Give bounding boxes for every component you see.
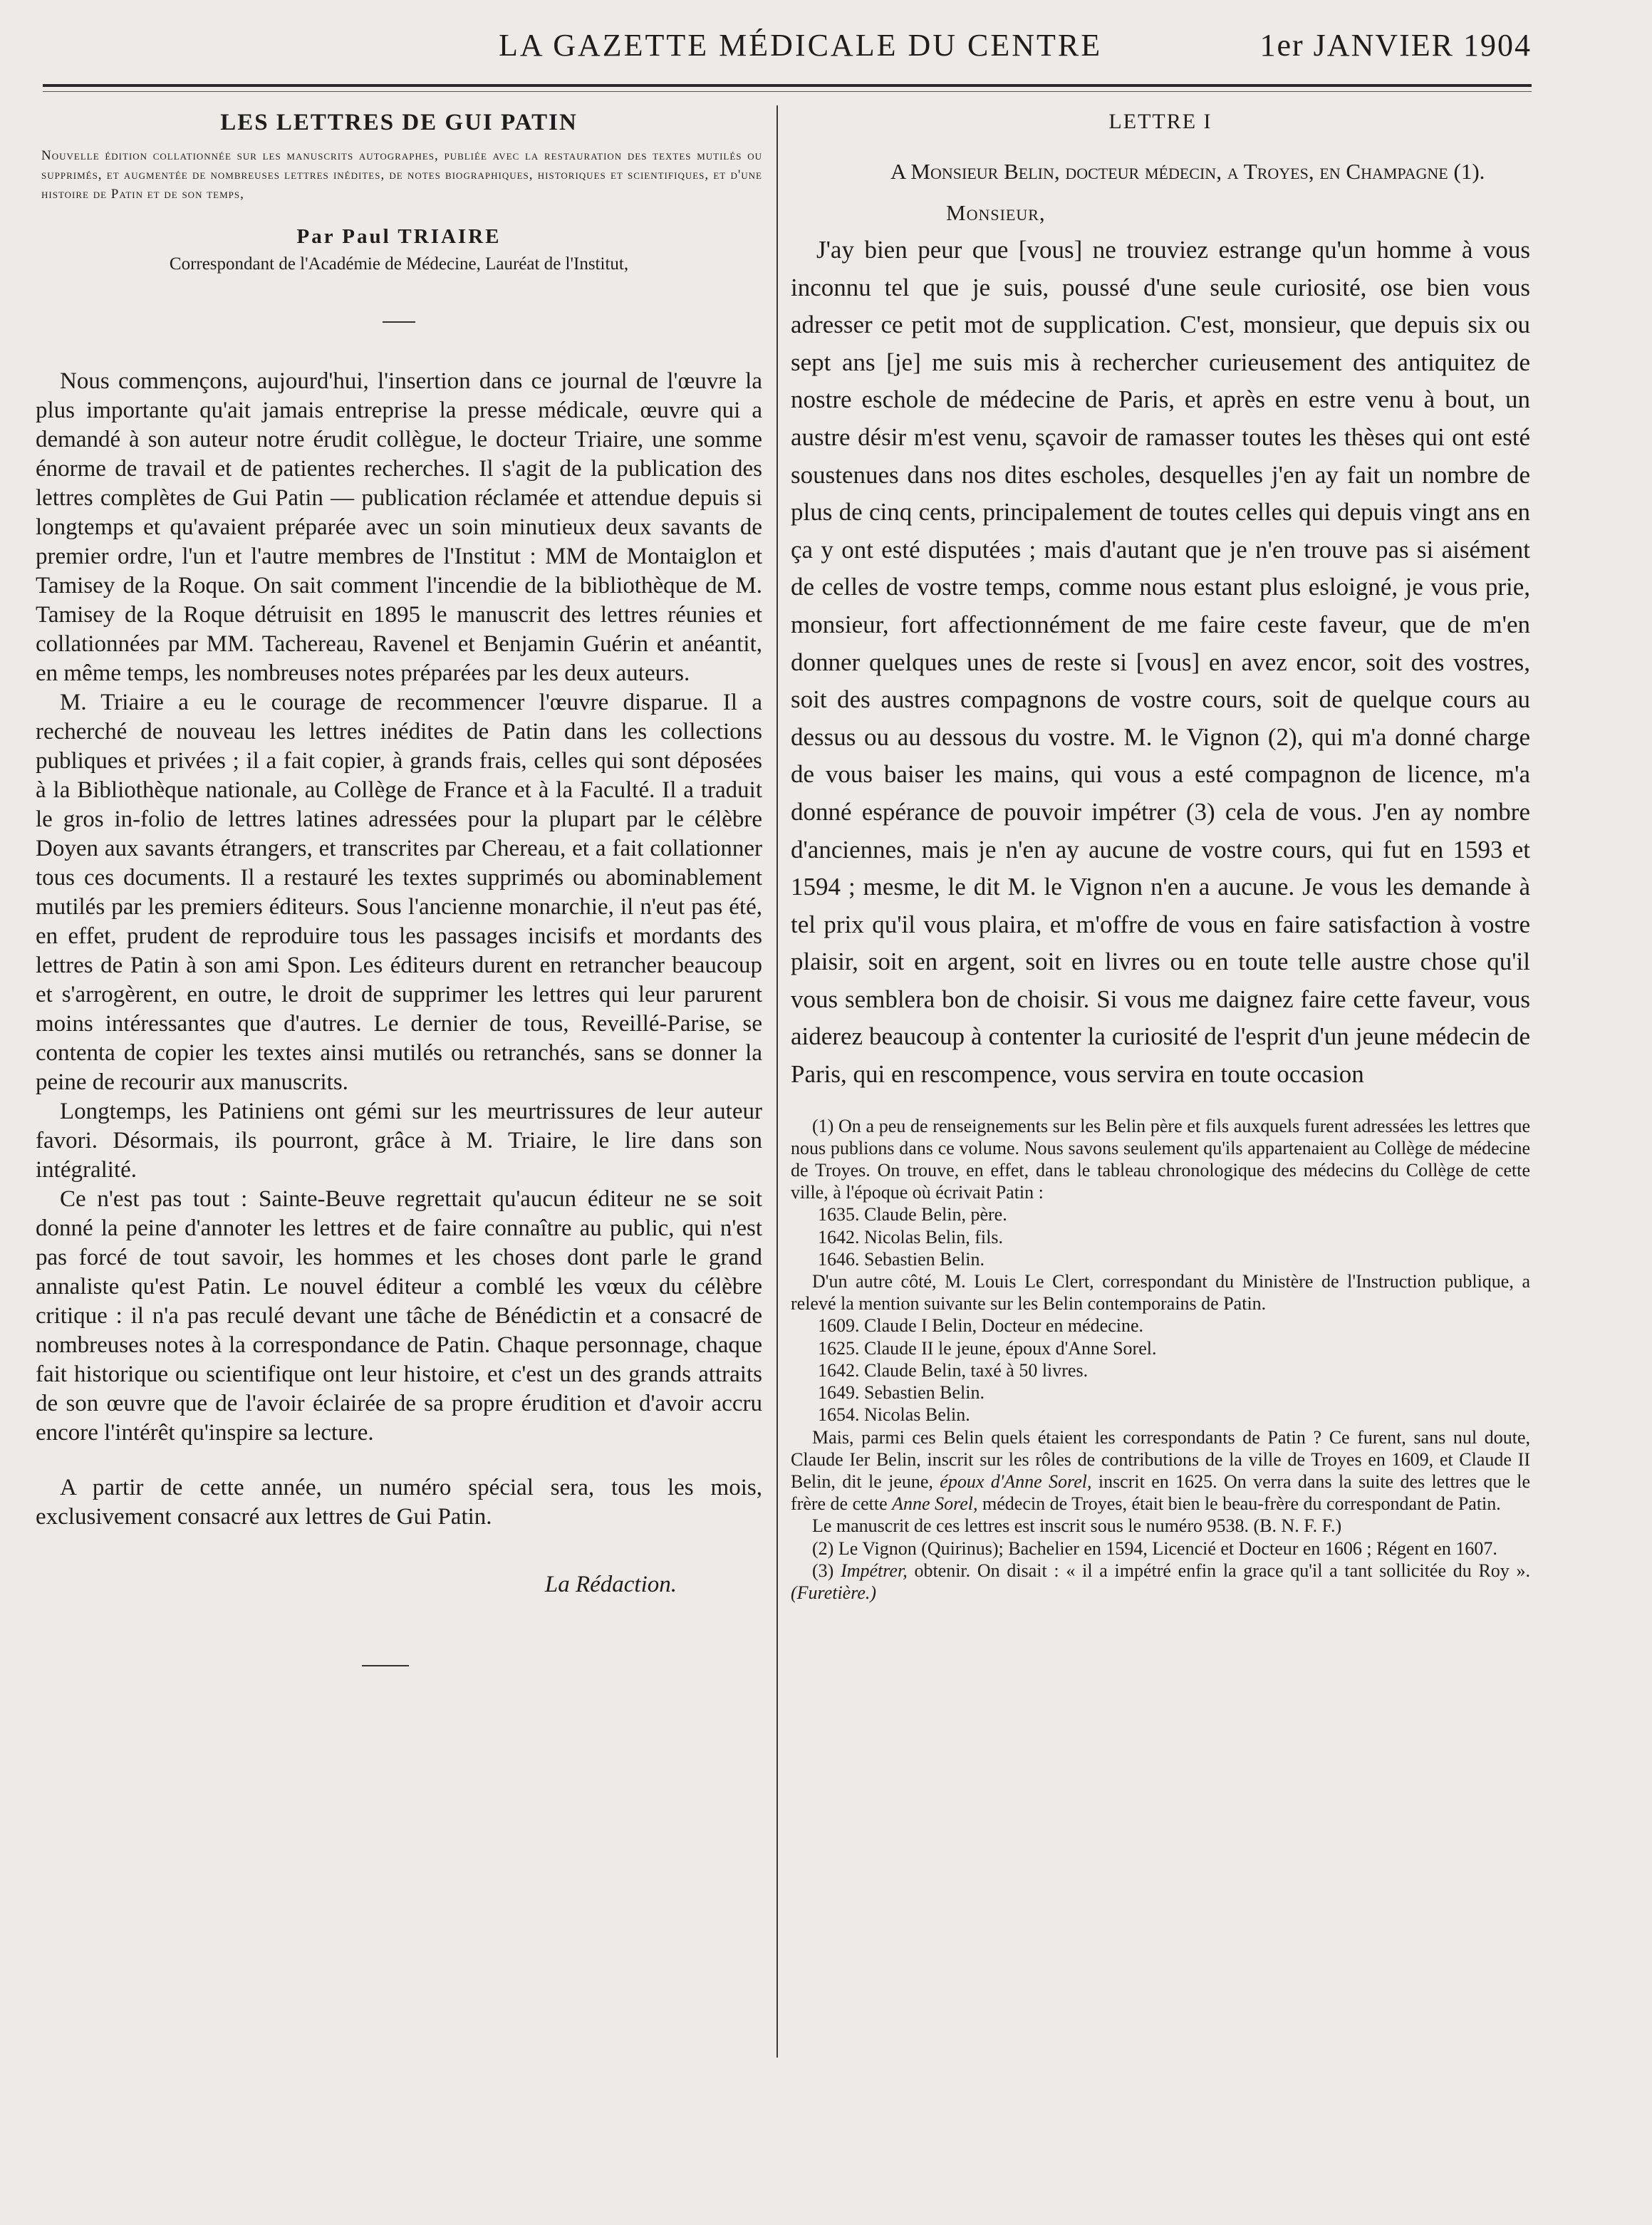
letter-heading: LETTRE I (1108, 110, 1212, 133)
list-item: 1649. Sebastien Belin. (818, 1382, 985, 1404)
paragraph: M. Triaire a eu le courage de recommencer l'œuvre disparue. Il a recherché de nouveau les lettres inédites de Patin dans les collections publiques et privées ; il a fait copier, à grands frais, celles qui sont déposées à la Bibliothèque nationale, au Collège de France et à la Faculté. Il a traduit le gros in-folio de lettres latines adressées pour la plupart par le célèbre Doyen aux savants étrangers, et transcrites par Chereau, et a fait collationner tous ces documents. Il a restauré les textes supprimés ou abominablement mutilés par les premiers éditeurs. Sous l'ancienne monarchie, il n'eut pas été, en effet, prudent de reproduire tous les passages incisifs et mordants des lettres de Patin à son ami Spon. Les éditeurs durent en retrancher beaucoup et s'arrogèrent, en outre, le droit de supprimer les lettres qui leur parurent moins intéressantes que d'autres. Le dernier de tous, Reveillé-Parise, se contenta de copier les textes ainsi mutilés ou retranchés, sans se donner la peine de recourir aux manuscrits. (36, 690, 762, 1095)
footnotes (791, 1115, 1530, 1604)
footnote-1-manuscript: Le manuscrit de ces lettres est inscrit sous le numéro 9538. (B. N. F. F.) (812, 1515, 1342, 1537)
header-rule-thin (43, 91, 1532, 92)
article-subtitle: Nouvelle édition collationnée sur les manuscrits autographes, publiée avec la restauration des textes mutilés ou supprimés, et augmentée de nombreuses lettres inédites, de notes biographiques, historiques et scientifiques, et d'une histoire de Patin et de son temps, (41, 148, 762, 202)
list-item: 1609. Claude I Belin, Docteur en médecine. (818, 1315, 1144, 1337)
footnote-3: (3) Impétrer, obtenir. On disait : « il a impétré enfin la grace qu'il a tant sollicitée du Roy ». (Furetière.) (791, 1560, 1531, 1603)
author-affiliation: Correspondant de l'Académie de Médecine, Lauréat de l'Institut, (169, 254, 629, 274)
paragraph: Ce n'est pas tout : Sainte-Beuve regrettait qu'aucun éditeur ne se soit donné la peine d'annoter les lettres et de faire connaître au public, qui n'est pas forcé de tout savoir, les hommes et les choses dont parle le grand annaliste qu'est Patin. Le nouvel éditeur a comblé les vœux du célèbre critique : il n'a pas reculé devant une tâche de Bénédictin et a consacré de nombreuses notes à la correspondance de Patin. Chaque personnage, chaque fait historique ou scientifique ont leur histoire, et c'est un des grands attraits de son œuvre que de l'avoir éclairée de sa propre érudition et d'avoir accru encore l'intérêt qu'inspire sa lecture. (36, 1186, 762, 1446)
list-item: 1625. Claude II le jeune, époux d'Anne Sorel. (818, 1337, 1157, 1359)
footnote-1-conclusion: Mais, parmi ces Belin quels étaient les correspondants de Patin ? Ce furent, sans nul doute, Claude Ier Belin, inscrit sur les rôles de contributions de la ville de Troyes en 1609, et Claude II Belin, dit le jeune, époux d'Anne Sorel, inscrit en 1625. On verra dans la suite des lettres que le frère de cette Anne Sorel, médecin de Troyes, était bien le beau-frère du correspondant de Patin. (791, 1426, 1531, 1515)
letter-salutation: Monsieur, (946, 200, 1046, 225)
paragraph: Nous commençons, aujourd'hui, l'insertion dans ce journal de l'œuvre la plus importante qu'ait jamais entreprise la presse médicale, œuvre qui a demandé à son auteur notre érudit collègue, le docteur Triaire, une somme énorme de travail et de patientes recherches. Il s'agit de la publication des lettres complètes de Gui Patin — publication réclamée et attendue depuis si longtemps et qu'avaient préparée avec un soin minutieux deux savants de premier ordre, l'un et l'autre membres de l'Institut : MM de Montaiglon et Tamisey de la Roque. On sait comment l'incendie de la bibliothèque de M. Tamisey de la Roque détruisit en 1895 le manuscrit des lettres réunies et collationnées par MM. Tachereau, Ravenel et Benjamin Guérin et anéantit, en même temps, les nombreuses notes préparées par les deux auteurs. (36, 368, 762, 686)
paragraph: Longtemps, les Patiniens ont gémi sur les meurtrissures de leur auteur favori. Désormais, ils pourront, grâce à M. Triaire, le lire dans son intégralité. (36, 1099, 762, 1183)
letter-body (791, 232, 1530, 1094)
list-item: 1646. Sebastien Belin. (818, 1248, 985, 1270)
list-item: 1642. Nicolas Belin, fils. (818, 1226, 1003, 1248)
right-column (791, 107, 1530, 1604)
header-rule (43, 84, 1532, 87)
footnote-1-continued: D'un autre côté, M. Louis Le Clert, correspondant du Ministère de l'Instruction publique, a relevé la mention suivante sur les Belin contemporains de Patin. (791, 1271, 1530, 1314)
end-dash (362, 1665, 409, 1666)
issue-date: 1er JANVIER 1904 (1259, 28, 1532, 63)
byline: Par Paul TRIAIRE (296, 225, 502, 248)
paragraph: J'ay bien peur que [vous] ne trouviez estrange qu'un homme à vous inconnu tel que je suis, poussé d'une seule curiosité, ose bien vous adresser ce petit mot de supplication. C'est, monsieur, que depuis six ou sept ans [je] me suis mis à rechercher curieusement des antiquitez de nostre eschole de médecine de Paris, et après en estre venu à bout, un austre désir m'est venu, sçavoir de ramasser toutes les thèses qui ont esté soustenues dans nos dites escholes, desquelles j'en ay fait un nombre de plus de cinq cents, principalement de toutes celles qui depuis vingt ans en ça y ont esté disputées ; mais d'autant que je n'en trouve pas si aisément de celles de vostre temps, comme nous estant plus esloigné, je vous prie, monsieur, fort affectionnément de me faire ceste faveur, que de m'en donner quelques unes de reste si [vous] en avez encor, soit des vostres, soit des austres compagnons de vostre cours, soit de quelque cours au dessus ou au dessous du vostre. M. le Vignon (2), qui m'a donné charge de vous baiser les mains, qui vous a esté compagnon de licence, m'a donné espérance de pouvoir impétrer (3) cela de vous. J'en ay nombre d'anciennes, mais je n'en ay aucune de vostre cours, qui fut en 1593 et 1594 ; mesme, le dit M. le Vignon n'en a aucune. Je vous les demande à tel prix qu'il vous plaira, et m'offre de vous en faire satisfaction à vostre plaisir, soit en argent, soit en livres ou en toute telle austre chose qu'il vous semblera bon de choisir. Si vous me daignez faire cette faveur, vous aiderez beaucoup à contenter la curiosité de l'esprit d'un jeune médecin de Paris, qui en rescompence, vous servira en toute occasion (791, 236, 1530, 1089)
signature: La Rédaction. (544, 1572, 677, 1597)
footnote-1: (1) On a peu de renseignements sur les Belin père et fils auxquels furent adressées les lettres que nous publions dans ce volume. Nous savons seulement qu'ils appartenaient au Collège de médecine de Troyes. On trouve, en effet, dans le tableau chronologique des médecins du Collège de cette ville, à l'époque où écrivait Patin : (791, 1115, 1530, 1203)
paragraph: A partir de cette année, un numéro spécial sera, tous les mois, exclusivement consacré aux lettres de Gui Patin. (36, 1475, 762, 1530)
left-column (36, 107, 762, 1666)
footnote-2: (2) Le Vignon (Quirinus); Bachelier en 1594, Licencié et Docteur en 1606 ; Régent en 1607. (812, 1537, 1497, 1559)
footnote-list-1 (791, 1203, 1530, 1270)
list-item: 1654. Nicolas Belin. (818, 1404, 970, 1426)
page-header (43, 27, 1532, 68)
column-divider (776, 105, 778, 2058)
list-item: 1635. Claude Belin, père. (818, 1204, 1007, 1225)
list-item: 1642. Claude Belin, taxé à 50 livres. (818, 1359, 1089, 1381)
letter-addressee: A Monsieur Belin, docteur médecin, a Troyes, en Champagne (1). (890, 159, 1485, 184)
article-body (36, 367, 762, 1532)
article-title: LES LETTRES DE GUI PATIN (220, 110, 578, 135)
journal-title: LA GAZETTE MÉDICALE DU CENTRE (499, 28, 1103, 63)
footnote-list-2 (791, 1314, 1530, 1426)
section-dash (383, 321, 415, 323)
